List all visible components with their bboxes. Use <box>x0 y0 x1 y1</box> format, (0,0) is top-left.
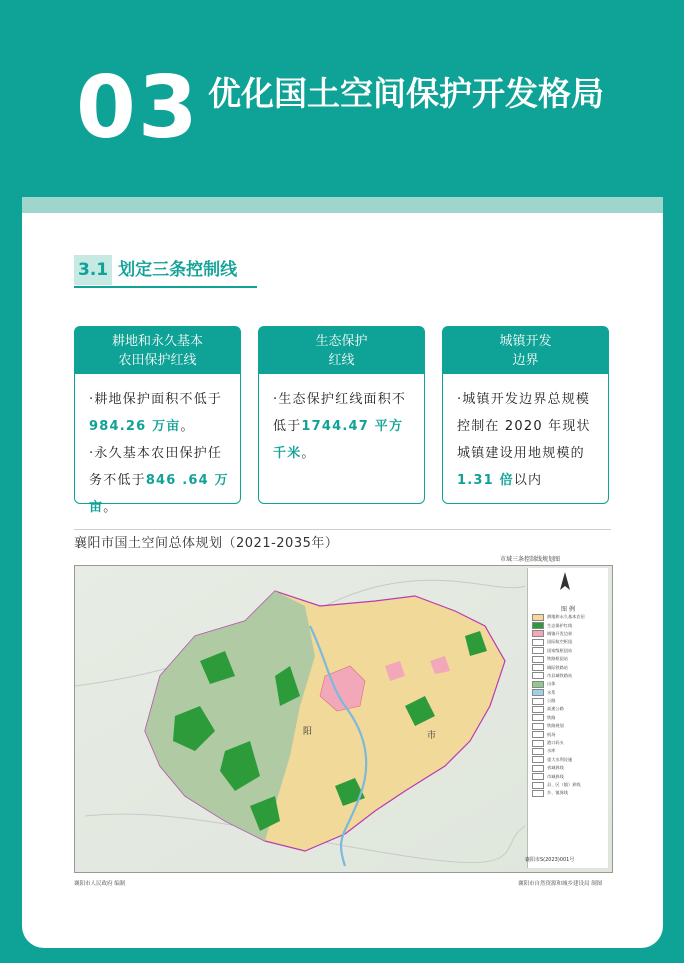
section-number: 3.1 <box>74 255 112 285</box>
legend-swatch <box>532 756 544 763</box>
legend-row <box>528 680 608 688</box>
legend-row <box>528 638 608 646</box>
map-separator <box>74 529 611 530</box>
line-text: ·永久基本农田保护任务不低于 <box>89 446 223 488</box>
legend-swatch <box>532 622 544 629</box>
legend-row <box>528 714 608 722</box>
legend-label: 国家级枢纽站 <box>547 647 573 653</box>
legend-label: 乡、镇界线 <box>547 790 568 796</box>
legend-swatch <box>532 706 544 713</box>
map-footer-left: 襄阳市人民政府 编制 <box>74 881 126 887</box>
box-body <box>259 374 424 467</box>
legend-swatch <box>532 639 544 646</box>
farmland-redline-box <box>74 326 241 515</box>
legend-swatch <box>532 647 544 654</box>
legend-label: 城镇开发边界 <box>547 630 573 636</box>
box-line <box>457 386 598 494</box>
line-text: ·生态保护红线面积不低于 <box>273 392 407 434</box>
map-code: 襄阳市S(2023)001号 <box>525 857 575 863</box>
box-body <box>443 374 608 494</box>
chapter-title: 优化国土空间保护开发格局 <box>208 74 604 113</box>
legend-swatch <box>532 672 544 679</box>
legend-swatch <box>532 740 544 747</box>
ecological-redline-box <box>258 326 425 504</box>
box-heading: 城镇开发 边界 <box>443 327 608 374</box>
legend-title: 图 例 <box>561 606 575 613</box>
legend-label: 县、区（镇）界线 <box>547 782 581 787</box>
box-heading: 生态保护 红线 <box>259 327 424 374</box>
legend-swatch <box>532 698 544 705</box>
legend-row <box>528 613 608 621</box>
legend-swatch <box>532 681 544 688</box>
box-body <box>75 374 240 521</box>
legend-swatch <box>532 630 544 637</box>
legend-label: 山体 <box>547 681 556 687</box>
legend-label: 市县域铁路站 <box>547 672 573 678</box>
legend-swatch <box>532 614 544 621</box>
section-underline <box>74 286 257 288</box>
legend-row <box>528 756 608 764</box>
legend-swatch <box>532 748 544 755</box>
legend-label: 水库 <box>547 748 556 754</box>
legend-row <box>528 764 608 772</box>
box-heading: 耕地和永久基本 农田保护红线 <box>75 327 240 374</box>
highlight-value: 1.31 倍 <box>457 473 514 488</box>
legend-row <box>528 789 608 797</box>
north-arrow-icon <box>558 572 572 592</box>
highlight-value: 1744.47 平方千米 <box>273 419 404 461</box>
legend-label: 公路 <box>547 698 556 704</box>
legend-swatch <box>532 731 544 738</box>
map-subtitle: 市域三条控制线规划图 <box>500 556 561 563</box>
legend-row <box>528 781 608 789</box>
legend-label: 机场 <box>547 731 556 737</box>
line-suffix: 。 <box>103 500 118 515</box>
legend-list <box>528 613 608 798</box>
legend-row <box>528 689 608 697</box>
legend-swatch <box>532 790 544 797</box>
legend-row <box>528 747 608 755</box>
legend-row <box>528 722 608 730</box>
chapter-header <box>0 0 684 195</box>
content-card <box>22 213 663 948</box>
legend-label: 铁路 <box>547 714 556 720</box>
legend-row <box>528 621 608 629</box>
legend-swatch <box>532 773 544 780</box>
legend-label: 高速公路 <box>547 706 564 712</box>
section-title: 划定三条控制线 <box>118 260 238 280</box>
legend-swatch <box>532 782 544 789</box>
legend-label: 铁路规划 <box>547 723 564 729</box>
box-line <box>89 440 230 521</box>
legend-label: 生态保护红线 <box>547 622 573 628</box>
line-text: ·耕地保护面积不低于 <box>89 392 223 407</box>
legend-swatch <box>532 714 544 721</box>
line-suffix: 以内 <box>513 473 543 488</box>
legend-label: 水系 <box>547 689 556 695</box>
place-label: 阳 <box>303 727 313 737</box>
legend-label: 港口码头 <box>547 740 564 746</box>
map-title: 襄阳市国土空间总体规划（2021-2035年） <box>74 536 339 551</box>
legend-row <box>528 663 608 671</box>
legend-label: 铁路枢纽站 <box>547 656 568 662</box>
legend-swatch <box>532 689 544 696</box>
legend-row <box>528 655 608 663</box>
map-footer-right: 襄阳市自然资源和城乡建设局 制图 <box>518 881 603 887</box>
line-suffix: 。 <box>301 446 316 461</box>
map-legend <box>527 568 608 868</box>
legend-row <box>528 672 608 680</box>
line-text: ·城镇开发边界总规模控制在 2020 年现状城镇建设用地规模的 <box>457 392 591 461</box>
legend-row <box>528 647 608 655</box>
legend-row <box>528 739 608 747</box>
legend-row <box>528 772 608 780</box>
line-suffix: 。 <box>180 419 195 434</box>
header-band <box>22 197 663 213</box>
legend-swatch <box>532 664 544 671</box>
legend-row <box>528 697 608 705</box>
legend-row <box>528 730 608 738</box>
section-heading <box>74 255 243 285</box>
legend-label: 重大水利设施 <box>547 756 573 762</box>
highlight-value: 984.26 万亩 <box>89 419 181 434</box>
legend-label: 国际航空枢纽 <box>547 639 573 645</box>
legend-label: 省域界线 <box>547 765 564 771</box>
legend-label: 市域界线 <box>547 773 564 779</box>
place-label: 市 <box>427 731 437 741</box>
planning-map <box>74 565 613 873</box>
highlight-value: 846 .64 万亩 <box>89 473 229 515</box>
legend-label: 耕地和永久基本农田 <box>547 614 585 620</box>
box-line <box>273 386 414 467</box>
legend-swatch <box>532 723 544 730</box>
legend-swatch <box>532 765 544 772</box>
box-line <box>89 386 230 440</box>
legend-row <box>528 705 608 713</box>
legend-row <box>528 630 608 638</box>
legend-label: 城际铁路站 <box>547 664 568 670</box>
legend-swatch <box>532 656 544 663</box>
chapter-number: 03 <box>76 58 200 158</box>
urban-boundary-box <box>442 326 609 504</box>
